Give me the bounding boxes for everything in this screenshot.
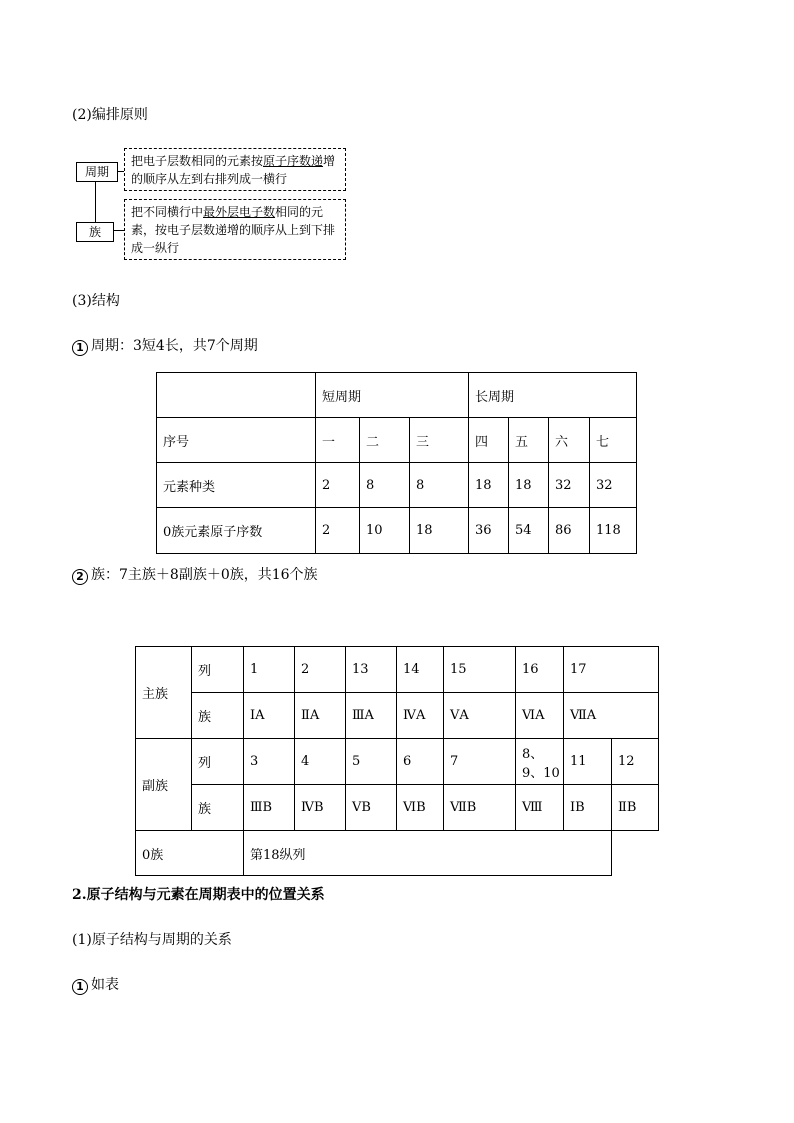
table-cell: ⅥA: [516, 693, 564, 739]
group-rule-box: [124, 199, 346, 260]
as-table-line: [72, 974, 119, 995]
table-cell: 18: [509, 463, 549, 508]
col-label: 列: [192, 647, 244, 693]
table-cell: ⅠA: [244, 693, 295, 739]
table-cell: 16: [516, 647, 564, 693]
table-cell: 13: [346, 647, 397, 693]
section-heading-structure: (3)结构: [72, 293, 120, 309]
table-cell: 18: [469, 463, 509, 508]
table-cell: ⅦA: [564, 693, 659, 739]
table-cell: 36: [469, 508, 509, 554]
table-row: [157, 463, 637, 508]
table-cell: 54: [509, 508, 549, 554]
table-cell: 8: [410, 463, 469, 508]
period-table: [156, 372, 637, 554]
table-cell: 2: [295, 647, 346, 693]
table-row: [136, 693, 659, 739]
table-cell: 14: [397, 647, 444, 693]
subheading-1: (1)原子结构与周期的关系: [72, 932, 232, 948]
table-cell: 6: [397, 739, 444, 785]
table-cell: 8: [360, 463, 410, 508]
table-cell: 五: [509, 418, 549, 463]
period-tag: 周期: [76, 162, 118, 182]
table-cell: ⅢA: [346, 693, 397, 739]
table-cell: 六: [549, 418, 590, 463]
table-cell: 8、9、10: [516, 739, 564, 785]
table-cell: 12: [612, 739, 659, 785]
table-cell: 118: [590, 508, 637, 554]
table-cell: 七: [590, 418, 637, 463]
table-cell: 7: [444, 739, 516, 785]
as-table-text: 如表: [91, 977, 119, 993]
table-cell: 32: [590, 463, 637, 508]
table-cell: ⅣB: [295, 785, 346, 831]
table-row: [136, 831, 659, 876]
section-heading-principles: (2)编排原则: [72, 107, 148, 123]
group-table: [135, 646, 659, 876]
group-label: 族: [192, 785, 244, 831]
period-summary-text: 周期：3短4长，共7个周期: [91, 338, 258, 354]
table-cell: ⅤB: [346, 785, 397, 831]
period-rule-text: 把电子层数相同的元素按: [131, 154, 264, 168]
table-corner-cell: [157, 373, 316, 418]
row-label: 序号: [157, 418, 316, 463]
group-summary: [72, 564, 318, 585]
connector-line: [113, 230, 124, 231]
table-cell: ⅠB: [564, 785, 612, 831]
period-summary: [72, 335, 258, 356]
group-rule-text: 把不同横行中: [131, 205, 204, 219]
table-cell: 1: [244, 647, 295, 693]
table-cell: ⅡA: [295, 693, 346, 739]
table-cell: 3: [244, 739, 295, 785]
group-rule-text-end: 相同的元素，按电子层数递增的顺序从上到下排成一纵行: [131, 205, 336, 255]
table-cell: 二: [360, 418, 410, 463]
table-cell: 15: [444, 647, 516, 693]
connector-line: [95, 180, 96, 222]
table-cell: 11: [564, 739, 612, 785]
table-row: [136, 647, 659, 693]
table-cell: 10: [360, 508, 410, 554]
table-cell: ⅡB: [612, 785, 659, 831]
zero-group-label: 0族: [136, 831, 244, 876]
group-summary-text: 族：7主族＋8副族＋0族，共16个族: [91, 567, 318, 583]
table-cell: 32: [549, 463, 590, 508]
group-label: 族: [192, 693, 244, 739]
table-cell: Ⅷ: [516, 785, 564, 831]
table-cell: 一: [316, 418, 360, 463]
long-period-header: 长周期: [469, 373, 637, 418]
group-tag: 族: [76, 222, 114, 242]
table-cell: 5: [346, 739, 397, 785]
table-cell: ⅥB: [397, 785, 444, 831]
sub-group-label: 副族: [136, 739, 192, 831]
table-cell: 17: [564, 647, 659, 693]
table-cell: 三: [410, 418, 469, 463]
connector-line: [117, 171, 124, 172]
table-cell: ⅤA: [444, 693, 516, 739]
row-label: 0族元素原子序数: [157, 508, 316, 554]
table-row: [157, 508, 637, 554]
table-cell: ⅣA: [397, 693, 444, 739]
table-cell: ⅦB: [444, 785, 516, 831]
col-label: 列: [192, 739, 244, 785]
table-cell: 2: [316, 508, 360, 554]
circled-number: 1: [72, 979, 88, 995]
table-cell: 四: [469, 418, 509, 463]
group-rule-underlined: 最外层电子数: [203, 205, 276, 219]
period-rule-underlined: 原子序数递: [263, 154, 324, 168]
table-row: [136, 785, 659, 831]
table-cell: 18: [410, 508, 469, 554]
short-period-header: 短周期: [316, 373, 469, 418]
period-rule-text-end: 增的顺序从左到右排列成一横行: [131, 154, 336, 186]
row-label: 元素种类: [157, 463, 316, 508]
circled-number: 2: [72, 569, 88, 585]
period-rule-box: [124, 148, 346, 191]
zero-group-value: 第18纵列: [244, 831, 612, 876]
table-cell: 2: [316, 463, 360, 508]
table-cell: ⅢB: [244, 785, 295, 831]
table-row: [157, 418, 637, 463]
circled-number: 1: [72, 340, 88, 356]
main-group-label: 主族: [136, 647, 192, 739]
table-cell: 86: [549, 508, 590, 554]
table-cell: 4: [295, 739, 346, 785]
section-heading-2: 2.原子结构与元素在周期表中的位置关系: [72, 887, 325, 903]
table-row: [136, 739, 659, 785]
